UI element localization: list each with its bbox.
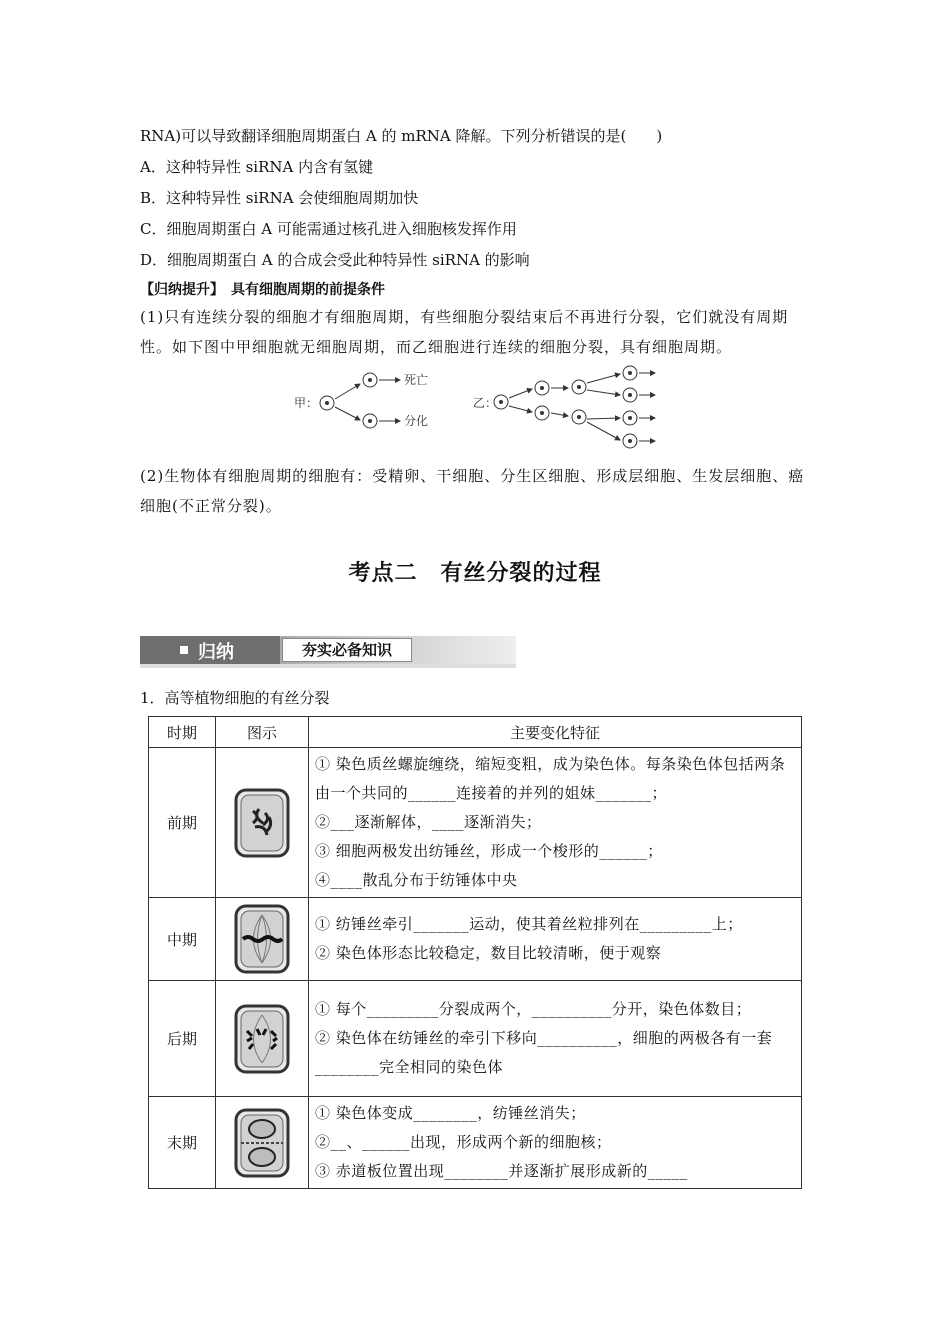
table-row — [149, 1097, 802, 1189]
section-banner — [140, 636, 516, 668]
anaphase-feature-1: ① 每个_________分裂成两个，__________分开，染色体数目； — [315, 1000, 752, 1018]
anaphase-features — [309, 981, 802, 1097]
cell-division-diagram — [290, 364, 670, 454]
diagram-death-label: 死亡 — [404, 373, 429, 387]
square-icon — [180, 646, 188, 654]
table-row — [149, 748, 802, 898]
period-telophase: 末期 — [149, 1097, 216, 1189]
anaphase-feature-2: ② 染色体在纺锤丝的牵引下移向__________，细胞的两极各有一套________完全相同的染色体 — [315, 1029, 773, 1076]
mitosis-table — [148, 716, 802, 1189]
diagram-jia-label: 甲： — [294, 396, 319, 410]
table-row — [149, 898, 802, 981]
period-metaphase: 中期 — [149, 898, 216, 981]
period-anaphase: 后期 — [149, 981, 216, 1097]
option-d: D．细胞周期蛋白 A 的合成会受此种特异性 siRNA 的影响 — [140, 251, 530, 269]
option-b: B．这种特异性 siRNA 会使细胞周期加快 — [140, 189, 419, 207]
telophase-feature-3: ③ 赤道板位置出现________并逐渐扩展形成新的_____ — [315, 1162, 688, 1180]
diagram-differentiation-label: 分化 — [404, 414, 429, 428]
prophase-feature-4: ④____散乱分布于纺锤体中央 — [315, 871, 518, 889]
banner-tag-knowledge: 夯实必备知识 — [282, 638, 412, 662]
prophase-feature-3: ③ 细胞两极发出纺锤丝，形成一个梭形的______； — [315, 842, 663, 860]
telophase-feature-2: ②__、______出现，形成两个新的细胞核； — [315, 1133, 612, 1151]
metaphase-features — [309, 898, 802, 981]
prophase-features — [309, 748, 802, 898]
table-row — [149, 981, 802, 1097]
metaphase-feature-1: ① 纺锤丝牵引_______运动，使其着丝粒排列在_________上； — [315, 915, 743, 933]
summary-paragraph-2: (2)生物体有细胞周期的细胞有：受精卵、干细胞、分生区细胞、形成层细胞、生发层细胞、癌细胞(不正常分裂)。 — [140, 467, 805, 515]
prophase-feature-1: ① 染色质丝螺旋缠绕，缩短变粗，成为染色体。每条染色体包括两条由一个共同的______连接着的并列的姐妹_______； — [315, 755, 786, 802]
question-stem-tail: RNA)可以导致翻译细胞周期蛋白 A 的 mRNA 降解。下列分析错误的是( ) — [140, 127, 663, 145]
diagram-yi-label: 乙： — [473, 396, 498, 410]
section-title: 考点二 有丝分裂的过程 — [348, 560, 602, 586]
telophase-feature-1: ① 染色体变成________，纺锤丝消失； — [315, 1104, 586, 1122]
period-prophase: 前期 — [149, 748, 216, 898]
telophase-features — [309, 1097, 802, 1189]
prophase-cell-image — [216, 748, 309, 898]
table-header-row — [149, 717, 802, 748]
option-a: A．这种特异性 siRNA 内含有氢键 — [140, 158, 374, 176]
prophase-feature-2: ②___逐渐解体，____逐渐消失； — [315, 813, 542, 831]
anaphase-cell-image — [216, 981, 309, 1097]
summary-heading: 【归纳提升】 具有细胞周期的前提条件 — [140, 282, 385, 298]
metaphase-feature-2: ② 染色体形态比较稳定，数目比较清晰，便于观察 — [315, 944, 662, 962]
header-figure: 图示 — [216, 717, 309, 748]
subheading: 1．高等植物细胞的有丝分裂 — [140, 689, 330, 707]
header-features: 主要变化特征 — [309, 717, 802, 748]
banner-tag-summary: 归纳 — [198, 642, 234, 663]
option-c: C．细胞周期蛋白 A 可能需通过核孔进入细胞核发挥作用 — [140, 220, 517, 238]
metaphase-cell-image — [216, 898, 309, 981]
header-period: 时期 — [149, 717, 216, 748]
summary-paragraph-1: (1)只有连续分裂的细胞才有细胞周期，有些细胞分裂结束后不再进行分裂，它们就没有周期性。如下图中甲细胞就无细胞周期，而乙细胞进行连续的细胞分裂，具有细胞周期。 — [140, 308, 789, 356]
telophase-cell-image — [216, 1097, 309, 1189]
